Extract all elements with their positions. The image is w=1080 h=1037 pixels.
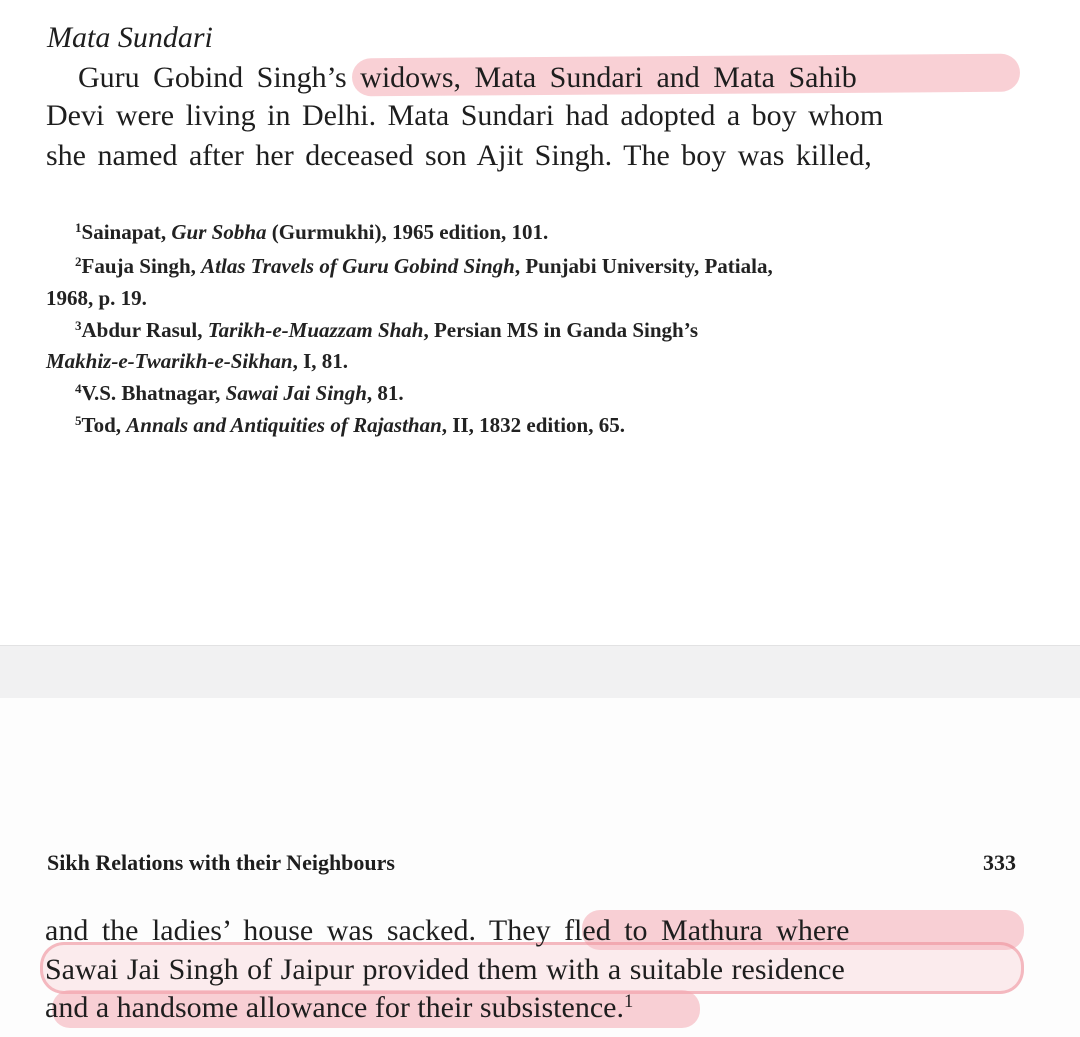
body-line-3 (45, 990, 634, 1024)
footnote-title: Tarikh-e-Muazzam Shah (207, 318, 424, 342)
section-heading: Mata Sundari (47, 21, 213, 54)
footnote-detail: , II, 1832 edition, 65. (441, 413, 625, 437)
footnote-detail: , 81. (366, 381, 404, 405)
body-line-3-text: and a handsome allowance for their subsistence. (45, 991, 624, 1024)
footnote-title: Sawai Jai Singh (225, 381, 367, 405)
footnote-3-continued (46, 351, 348, 372)
footnote-detail: , Punjabi University, Patiala, (514, 254, 773, 278)
footnote-5 (75, 412, 625, 437)
footnote-4 (75, 380, 404, 405)
footnote-mark: 4 (75, 380, 82, 396)
footnote-2-continued: 1968, p. 19. (46, 286, 147, 310)
paragraph-line-3: she named after her deceased son Ajit Singh. The boy was killed, (46, 139, 872, 172)
body-line-1: and the ladies’ house was sacked. They fled to Mathura where (45, 914, 850, 947)
footnote-2 (75, 253, 773, 278)
footnote-author: Sainapat, (81, 220, 172, 244)
footnote-title: Makhiz-e-Twarikh-e-Sikhan (46, 349, 293, 373)
paragraph-line-2: Devi were living in Delhi. Mata Sundari had adopted a boy whom (46, 99, 884, 132)
footnote-title: Annals and Antiquities of Rajasthan (126, 413, 442, 437)
footnote-detail: (Gurmukhi), 1965 edition, 101. (266, 220, 549, 244)
running-head: Sikh Relations with their Neighbours (47, 850, 395, 875)
footnote-detail: , Persian MS in Ganda Singh’s (423, 318, 699, 342)
footnote-title: Atlas Travels of Guru Gobind Singh (201, 254, 515, 278)
footnote-title: Gur Sobha (171, 220, 267, 244)
footnote-mark: 1 (75, 219, 82, 235)
body-line-2: Sawai Jai Singh of Jaipur provided them with a suitable residence (45, 953, 845, 986)
footnote-mark: 2 (75, 253, 82, 269)
paragraph-line-1 (78, 63, 1006, 93)
footnote-1 (75, 219, 549, 244)
footnote-author: Tod, (81, 413, 127, 437)
footnote-author: Abdur Rasul, (81, 318, 208, 342)
footnote-author: V.S. Bhatnagar, (81, 381, 226, 405)
paragraph-line-1-text: Guru Gobind Singh’s widows, Mata Sundari and Mata Sahib (78, 61, 857, 94)
footnote-reference: 1 (623, 990, 634, 1012)
footnote-author: Fauja Singh, (81, 254, 202, 278)
footnote-mark: 3 (75, 317, 82, 333)
footnote-3 (75, 317, 699, 342)
footnote-mark: 5 (75, 412, 82, 428)
footnote-detail: , I, 81. (292, 349, 349, 373)
page-number: 333 (983, 850, 1016, 875)
page-separator (0, 645, 1080, 699)
